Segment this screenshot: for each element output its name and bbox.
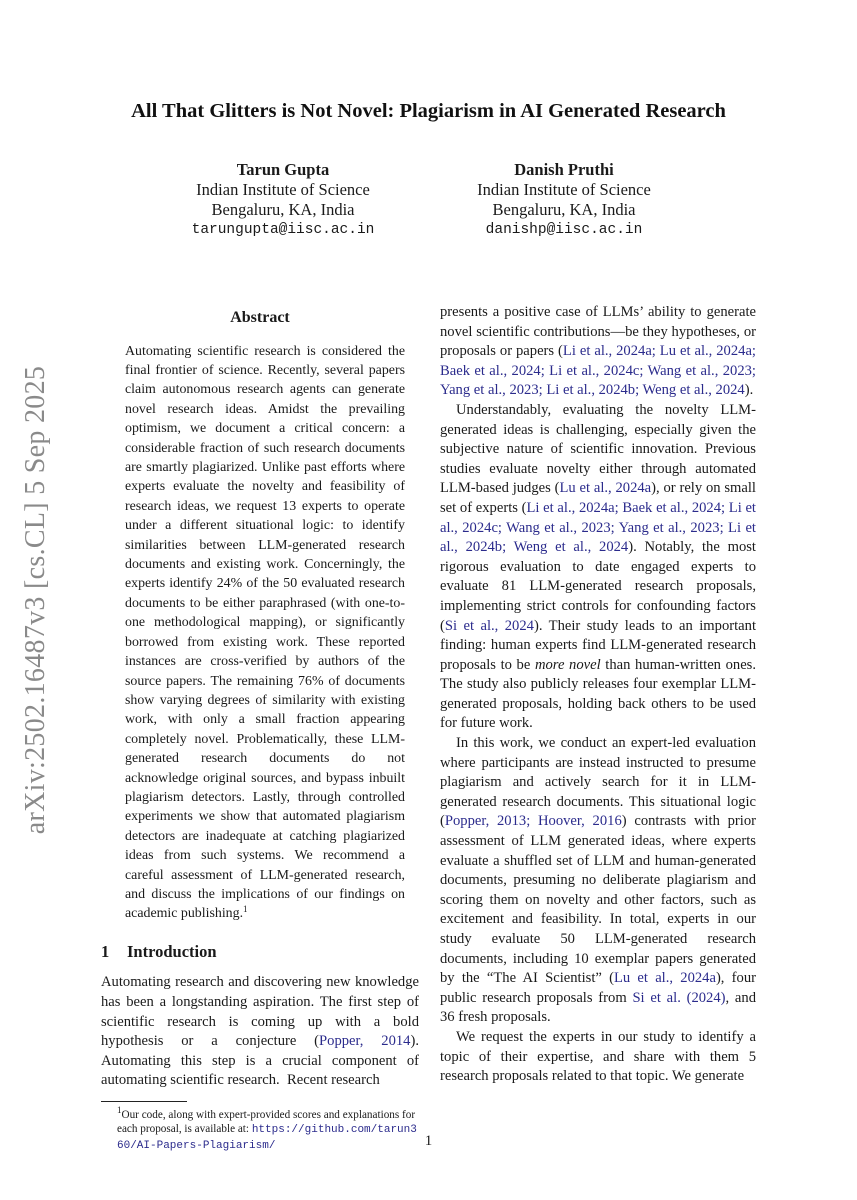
section-heading-introduction [101,942,419,962]
author-name: Danish Pruthi [514,160,614,179]
author-email[interactable]: tarungupta@iisc.ac.in [191,222,375,238]
citation-link[interactable]: Lu et al., 2024a [613,970,716,987]
left-column [101,308,419,1153]
author-email[interactable]: danishp@iisc.ac.in [485,222,643,238]
github-link[interactable]: https://github.com/tarun360/AI-Papers-Plagiarism/ [117,1124,417,1152]
citation-link[interactable]: Li et al., 2024a; Baek et al., 2024; Li et al., 2024c; Wang et al., 2023; Yang et al., 2023; Li et al., 2024b; Weng et al., 2024 [440,499,756,556]
right-column [440,303,756,1087]
abstract-text: Automating scientific research is considered the final frontier of science. Recently, several papers claim autonomous research agents can generate novel research ideas. Amidst the prevailing optimism, we document a critical concern: a considerable fraction of such research documents are smartly plagiarized. Unlike past efforts where experts evaluate the novelty and feasibility of research ideas, we request 13 experts to operate under a different situational logic: to identify similarities between LLM-generated research documents and existing work. Concerningly, the experts identify 24% of the 50 evaluated research documents to be either paraphrased (with one-to-one methodological mapping), or significantly borrowed from existing work. These reported instances are cross-verified by authors of the source papers. The remaining 76% of documents show varying degrees of similarity with existing work, with only a small fraction appearing completely novel. Problematically, these LLM-generated research documents do not acknowledge original sources, and bypass inbuilt plagiarism detectors. Lastly, through controlled experiments we show that automated plagiarism detectors are inadequate at catching plagiarized ideas from such systems. We recommend a careful assessment of LLM-generated research, and discuss the implications of our findings on academic publishing.$^1$ [125,343,405,922]
citation-link[interactable]: Si et al. (2024) [632,989,726,1006]
author-location: Bengaluru, KA, India [211,200,355,219]
section-title: Introduction [127,941,217,961]
citation-link[interactable]: Lu et al., 2024a [559,480,652,497]
page-number: 1 [424,1133,433,1149]
citation-link[interactable]: Popper, 2013; Hoover, 2016 [444,813,622,830]
intro-paragraph-2: Understandably, evaluating the novelty LLM-generated ideas is challenging, especially given the subjective nature of scientific innovation. Previous studies evaluate novelty either through automated LLM-based judges (Lu et al., 2024a), or rely on small set of experts (Li et al., 2024a; Baek et al., 2024; Li et al., 2024c; Wang et al., 2023; Yang et al., 2023; Li et al., 2024b; Weng et al., 2024). Notably, the most rigorous evaluation to date engaged experts to evaluate 81 LLM-generated research proposals, implementing strict controls for confounding factors (Si et al., 2024). Their study leads to an important finding: human experts find LLM-generated research proposals to be more novel than human-written ones. The study also publicly releases four exemplar LLM-generated proposals, holding back others to be used for future work. [440,401,756,732]
section-number: 1 [101,941,110,961]
author-1 [133,160,433,240]
intro-paragraph-1-continued: presents a positive case of LLMs’ ability to generate novel scientific contributions—be they hypotheses, or proposals or papers (Li et al., 2024a; Lu et al., 2024a; Baek et al., 2024; Li et al., 2024c; Wang et al., 2023; Yang et al., 2023; Li et al., 2024b; Weng et al., 2024). [440,304,756,399]
citation-link[interactable]: Li et al., 2024a; Lu et al., 2024a; Baek et al., 2024; Li et al., 2024c; Wang et al., 2023; Yang et al., 2023; Li et al., 2024b; Weng et al., 2024 [440,343,756,399]
footnote-1: $^1$Our code, along with expert-provided scores and explanations for each proposal, is available at: https://github.com/tarun360/AI-Papers-Plagiarism/ [117,1104,417,1152]
emphasis: more novel [534,656,601,673]
intro-paragraph-1: Automating research and discovering new knowledge has been a longstanding aspiration. The first step of scientific research is coming up with a bold hypothesis or a conjecture (Popper, 2014). Automating this step is a crucial component of automating scientific research. Recent research [101,974,419,1089]
author-2 [414,160,714,240]
intro-paragraph-3: In this work, we conduct an expert-led evaluation where participants are instead instructed to presume plagiarism and actively search for it in LLM-generated research documents. This situational logic (Popper, 2013; Hoover, 2016) contrasts with prior assessment of LLM generated ideas, where experts evaluate a shuffled set of LLM and human-generated documents, presuming no deliberate plagiarism and scoring them on novelty and other factors, such as excitement and feasibility. In total, experts in our study evaluate 50 LLM-generated research documents, including 10 exemplar papers generated by the “The AI Scientist” (Lu et al., 2024a), four public research proposals from Si et al. (2024), and 36 fresh proposals. [440,735,756,1026]
intro-paragraph-4: We request the experts in our study to identify a topic of their expertise, and share with them 5 research proposals related to that topic. We generate [440,1028,756,1085]
citation-link[interactable]: Popper, 2014 [319,1033,411,1050]
footnote-marker[interactable]: 1 [243,904,248,915]
abstract-heading: Abstract [230,309,290,326]
footnote-divider [101,1101,187,1102]
arxiv-identifier-stamp: arXiv:2502.16487v3 [cs.CL] 5 Sep 2025 [20,365,51,835]
author-location: Bengaluru, KA, India [492,200,636,219]
author-affiliation: Indian Institute of Science [477,180,651,199]
citation-link[interactable]: Si et al., 2024 [444,617,534,634]
author-name: Tarun Gupta [236,160,330,179]
author-affiliation: Indian Institute of Science [196,180,370,199]
paper-title: All That Glitters is Not Novel: Plagiarism in AI Generated Research [131,100,726,122]
